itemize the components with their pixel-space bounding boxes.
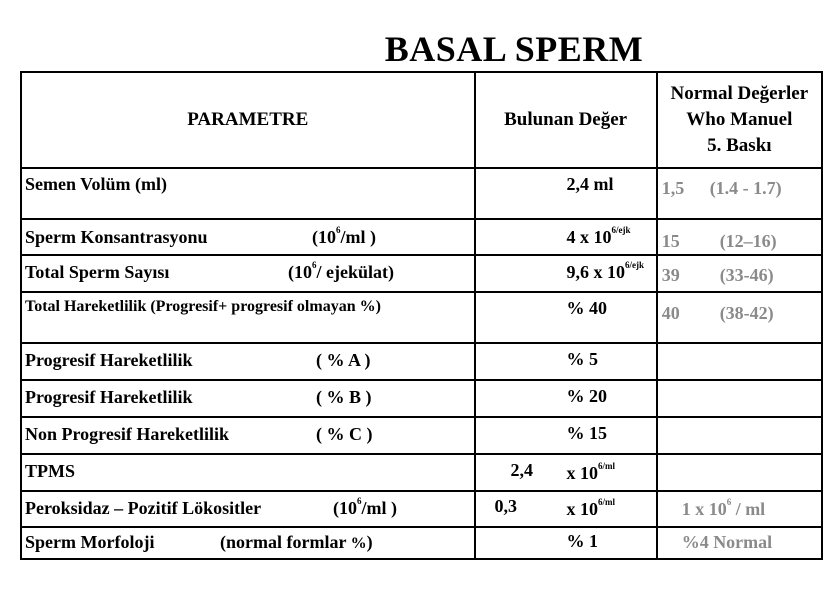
table-row: [21, 343, 822, 380]
table-row: [21, 491, 822, 527]
found-value: % 40: [566, 298, 608, 318]
normal-cell: [657, 292, 822, 343]
normal-value: %4 Normal: [681, 532, 773, 552]
normal-range: (33-46): [719, 265, 774, 285]
value-cell: [475, 168, 657, 219]
param-label: Total Hareketlilik (Progresif+ progresif olmayan %): [25, 298, 381, 315]
found-value: % 20: [566, 386, 608, 406]
found-value: % 1: [566, 531, 599, 551]
normal-cell: [657, 491, 822, 527]
header-normal-line3: 5. Baskı: [707, 135, 772, 156]
param-cell: [21, 255, 475, 292]
param-cell: [21, 380, 475, 417]
param-cell: [21, 417, 475, 454]
param-unit: [312, 227, 376, 248]
found-value: [567, 262, 645, 283]
normal-cell: [657, 380, 822, 417]
normal-value: 39: [661, 265, 680, 285]
normal-suffix: / ml: [731, 499, 766, 519]
table-header-row: [21, 72, 822, 168]
value-cell: [475, 527, 657, 559]
header-param-label: PARAMETRE: [187, 109, 309, 130]
table-row: [21, 219, 822, 255]
param-unit: [288, 262, 394, 283]
found-value: 2,4 ml: [566, 174, 614, 194]
unit-exponent: 6: [312, 260, 317, 270]
value-cell: [475, 255, 657, 292]
normal-value: 1,5: [661, 178, 685, 198]
param-label: Sperm Konsantrasyonu: [25, 227, 208, 247]
header-normal-line2: Who Manuel: [686, 109, 793, 130]
param-cell: [21, 343, 475, 380]
value-base: x 10: [566, 463, 599, 483]
param-cell: [21, 491, 475, 527]
param-unit: ( % B ): [316, 387, 372, 407]
found-value: [567, 227, 631, 248]
unit-base: (10: [312, 227, 336, 247]
value-cell: [475, 454, 657, 491]
found-value-unit: [567, 463, 616, 484]
normal-range: (12–16): [719, 231, 777, 251]
normal-cell: [657, 417, 822, 454]
table-row: [21, 380, 822, 417]
unit-suffix: ): [366, 532, 373, 552]
found-value-unit: [567, 499, 616, 520]
header-bulunan-deger: [475, 72, 657, 168]
normal-cell: [657, 343, 822, 380]
param-unit: [220, 532, 373, 553]
param-cell: [21, 527, 475, 559]
header-normal-line1: Normal Değerler: [670, 83, 809, 104]
table-row: [21, 255, 822, 292]
normal-cell: [657, 527, 822, 559]
unit-suffix: / ejekülat): [316, 262, 394, 282]
header-value-label: Bulunan Değer: [504, 109, 628, 130]
found-value-number: 2,4: [510, 460, 534, 480]
normal-value: 40: [661, 303, 680, 323]
normal-value: [682, 499, 766, 520]
found-value: % 5: [566, 349, 599, 369]
value-exponent: 6/ejk: [611, 225, 631, 235]
unit-base: (10: [288, 262, 312, 282]
value-cell: [475, 491, 657, 527]
unit-base: (normal formlar: [220, 532, 351, 552]
param-label: Sperm Morfoloji: [25, 532, 155, 552]
param-unit: ( % A ): [316, 350, 371, 370]
value-base: 9,6 x 10: [566, 262, 626, 282]
param-label: Total Sperm Sayısı: [25, 262, 170, 282]
semen-analysis-table: [20, 71, 823, 560]
value-cell: [475, 343, 657, 380]
normal-cell: [657, 219, 822, 255]
found-value: % 15: [566, 423, 608, 443]
normal-range: (1.4 - 1.7): [709, 178, 782, 198]
header-normal-degerler: [657, 72, 822, 168]
normal-base: 1 x 10: [681, 499, 727, 519]
param-label: Progresif Hareketlilik: [25, 387, 193, 407]
normal-cell: [657, 454, 822, 491]
page-title: BASAL SPERM: [384, 29, 644, 69]
param-cell: [21, 454, 475, 491]
value-cell: [475, 380, 657, 417]
value-cell: [475, 219, 657, 255]
param-label: Peroksidaz – Pozitif Lökositler: [25, 498, 262, 518]
param-label: Progresif Hareketlilik: [25, 350, 193, 370]
table-row: [21, 292, 822, 343]
value-base: 4 x 10: [566, 227, 612, 247]
unit-percent: %: [350, 535, 367, 552]
param-unit: ( % C ): [316, 424, 373, 444]
normal-cell: [657, 255, 822, 292]
normal-cell: [657, 168, 822, 219]
value-exponent: 6/ml: [598, 497, 616, 507]
table-row: [21, 527, 822, 559]
table-row: [21, 454, 822, 491]
value-base: x 10: [566, 499, 599, 519]
param-label: Non Progresif Hareketlilik: [25, 424, 229, 444]
param-cell: [21, 292, 475, 343]
found-value-number: 0,3: [494, 496, 518, 516]
param-label: TPMS: [25, 461, 76, 481]
header-parametre: [21, 72, 475, 168]
value-cell: [475, 292, 657, 343]
unit-suffix: /ml ): [361, 498, 397, 518]
unit-exponent: 6: [336, 225, 341, 235]
param-unit: [333, 498, 397, 519]
param-cell: [21, 168, 475, 219]
normal-value: 15: [661, 231, 680, 251]
unit-suffix: /ml ): [340, 227, 376, 247]
value-cell: [475, 417, 657, 454]
normal-range: (38-42): [719, 303, 774, 323]
param-label: Semen Volüm (ml): [25, 174, 168, 194]
unit-base: (10: [333, 498, 357, 518]
value-exponent: 6/ejk: [625, 260, 645, 270]
unit-exponent: 6: [357, 496, 362, 506]
param-cell: [21, 219, 475, 255]
table-row: [21, 417, 822, 454]
normal-exponent: 6: [726, 497, 732, 507]
table-row: [21, 168, 822, 219]
value-exponent: 6/ml: [598, 461, 616, 471]
